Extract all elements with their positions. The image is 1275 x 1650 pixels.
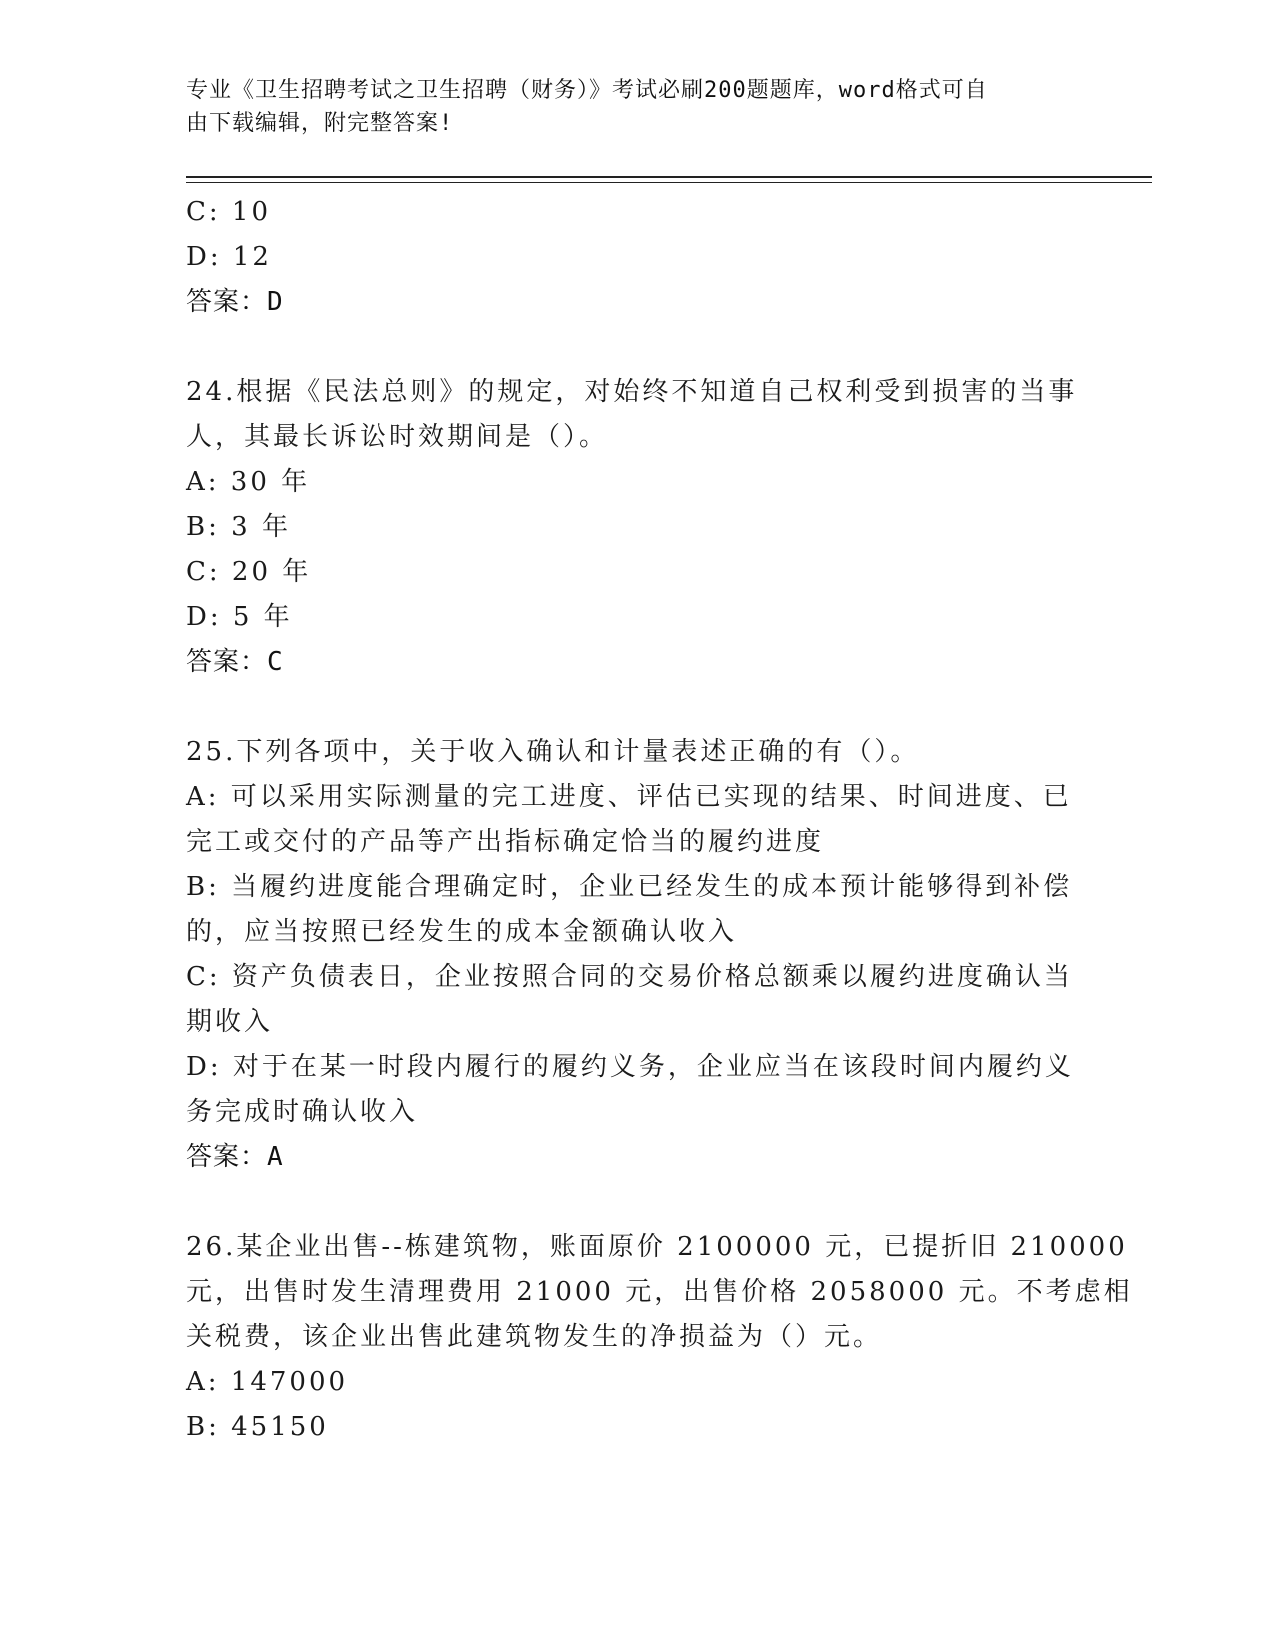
question-stem-line: 元，出售时发生清理费用 21000 元，出售价格 2058000 元。不考虑相 — [186, 1277, 1133, 1307]
question-stem-line: 关税费，该企业出售此建筑物发生的净损益为（）元。 — [186, 1322, 883, 1352]
document-header — [186, 74, 1066, 140]
spacer — [186, 685, 1086, 730]
option-a-line: A: 可以采用实际测量的完工进度、评估已实现的结果、时间进度、已 — [186, 782, 1072, 812]
answer-line: 答案：D — [186, 287, 284, 317]
spacer — [186, 325, 1086, 370]
header-divider-thick — [186, 176, 1152, 178]
spacer — [186, 1180, 1086, 1225]
question-stem-line: 26.某企业出售--栋建筑物，账面原价 2100000 元，已提折旧 210000 — [186, 1232, 1128, 1262]
option-b-line: 的，应当按照已经发生的成本金额确认收入 — [186, 917, 738, 947]
header-divider-thin — [186, 182, 1152, 183]
answer-line: 答案：A — [186, 1142, 284, 1172]
question-stem-line: 人，其最长诉讼时效期间是（）。 — [186, 422, 609, 452]
option-d-line: D: 对于在某一时段内履行的履约义务，企业应当在该段时间内履约义 — [186, 1052, 1074, 1082]
header-line-1: 专业《卫生招聘考试之卫生招聘（财务）》考试必刷200题题库，word格式可自 — [186, 78, 988, 103]
option-b-line: B: 当履约进度能合理确定时，企业已经发生的成本预计能够得到补偿 — [186, 872, 1073, 902]
question-24 — [186, 370, 1086, 685]
option-c: C: 10 — [186, 197, 272, 227]
question-23-continued — [186, 190, 1086, 325]
option-a: A: 147000 — [186, 1367, 349, 1397]
option-d: D: 5 年 — [186, 602, 293, 632]
question-26 — [186, 1225, 1133, 1450]
option-d-line: 务完成时确认收入 — [186, 1097, 419, 1127]
option-c-line: 期收入 — [186, 1007, 274, 1037]
option-c: C: 20 年 — [186, 557, 312, 587]
answer-line: 答案：C — [186, 647, 284, 677]
question-25 — [186, 730, 1086, 1180]
option-b: B: 45150 — [186, 1412, 329, 1442]
question-list — [186, 190, 1133, 1450]
option-c-line: C: 资产负债表日，企业按照合同的交易价格总额乘以履约进度确认当 — [186, 962, 1073, 992]
option-a: A: 30 年 — [186, 467, 311, 497]
question-stem-line: 25.下列各项中，关于收入确认和计量表述正确的有（）。 — [186, 737, 920, 767]
question-stem-line: 24.根据《民法总则》的规定，对始终不知道自己权利受到损害的当事 — [186, 377, 1078, 407]
option-a-line: 完工或交付的产品等产出指标确定恰当的履约进度 — [186, 827, 825, 857]
header-line-2: 由下载编辑，附完整答案! — [186, 111, 454, 136]
option-b: B: 3 年 — [186, 512, 291, 542]
option-d: D: 12 — [186, 242, 272, 272]
